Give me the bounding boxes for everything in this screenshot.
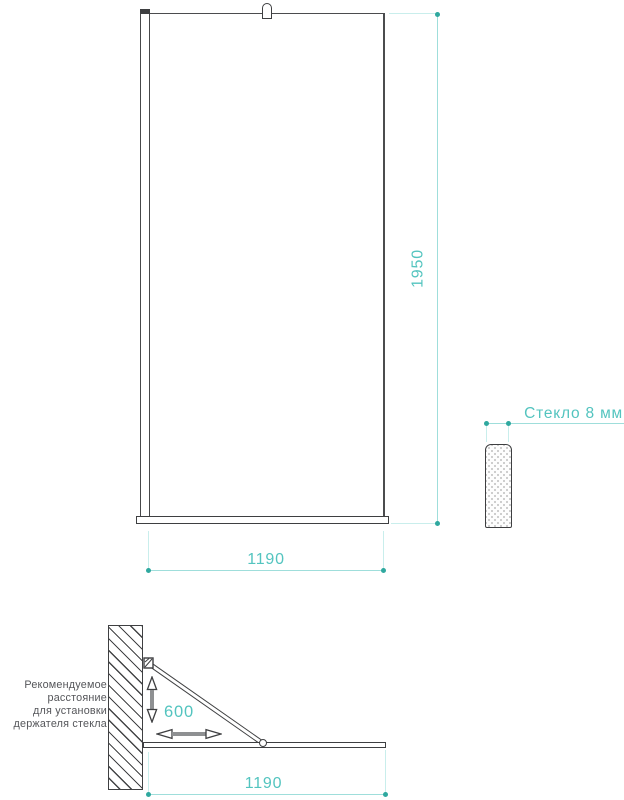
extension-line bbox=[385, 750, 386, 794]
extension-line bbox=[148, 752, 149, 794]
height-dimension-line bbox=[437, 14, 438, 524]
wall-bracket bbox=[143, 657, 154, 669]
extension-line bbox=[508, 425, 509, 442]
width-dimension-line-front bbox=[148, 570, 383, 571]
note-line: держателя стекла bbox=[13, 718, 107, 730]
vertical-double-arrow-icon bbox=[144, 676, 160, 723]
width-dimension-label-front: 1190 bbox=[247, 551, 285, 568]
holder-distance-label: 600 bbox=[164, 703, 194, 721]
note-line: Рекомендуемое bbox=[24, 679, 107, 691]
dimension-dot bbox=[506, 421, 511, 426]
dimension-dot bbox=[435, 521, 440, 526]
dimension-dot bbox=[484, 421, 489, 426]
width-dimension-label-side: 1190 bbox=[244, 775, 283, 792]
wall-profile-cap bbox=[140, 9, 150, 14]
extension-line bbox=[383, 531, 384, 570]
extension-line bbox=[391, 523, 437, 524]
bottom-profile-bar bbox=[136, 516, 389, 524]
note-line: для установки bbox=[32, 705, 107, 717]
top-clip bbox=[262, 3, 272, 19]
glass-cross-section bbox=[485, 444, 512, 528]
dimension-dot bbox=[383, 792, 388, 797]
width-dimension-line-side bbox=[148, 794, 385, 795]
extension-line bbox=[148, 531, 149, 570]
dimension-dot bbox=[146, 568, 151, 573]
dimension-dot bbox=[435, 12, 440, 17]
dimension-dot bbox=[146, 792, 151, 797]
glass-clamp bbox=[259, 739, 267, 747]
dimension-dot bbox=[381, 568, 386, 573]
height-dimension-label: 1950 bbox=[409, 249, 427, 288]
glass-thickness-label: Стекло 8 мм bbox=[524, 405, 623, 422]
wall-profile-strip bbox=[140, 9, 150, 517]
front-view-glass-panel bbox=[142, 13, 385, 517]
extension-line bbox=[389, 13, 437, 14]
horizontal-double-arrow-icon bbox=[156, 727, 222, 741]
extension-line bbox=[486, 425, 487, 442]
wall-hatched bbox=[108, 625, 143, 790]
note-text bbox=[0, 679, 107, 731]
note-line: расстояние bbox=[47, 692, 107, 704]
